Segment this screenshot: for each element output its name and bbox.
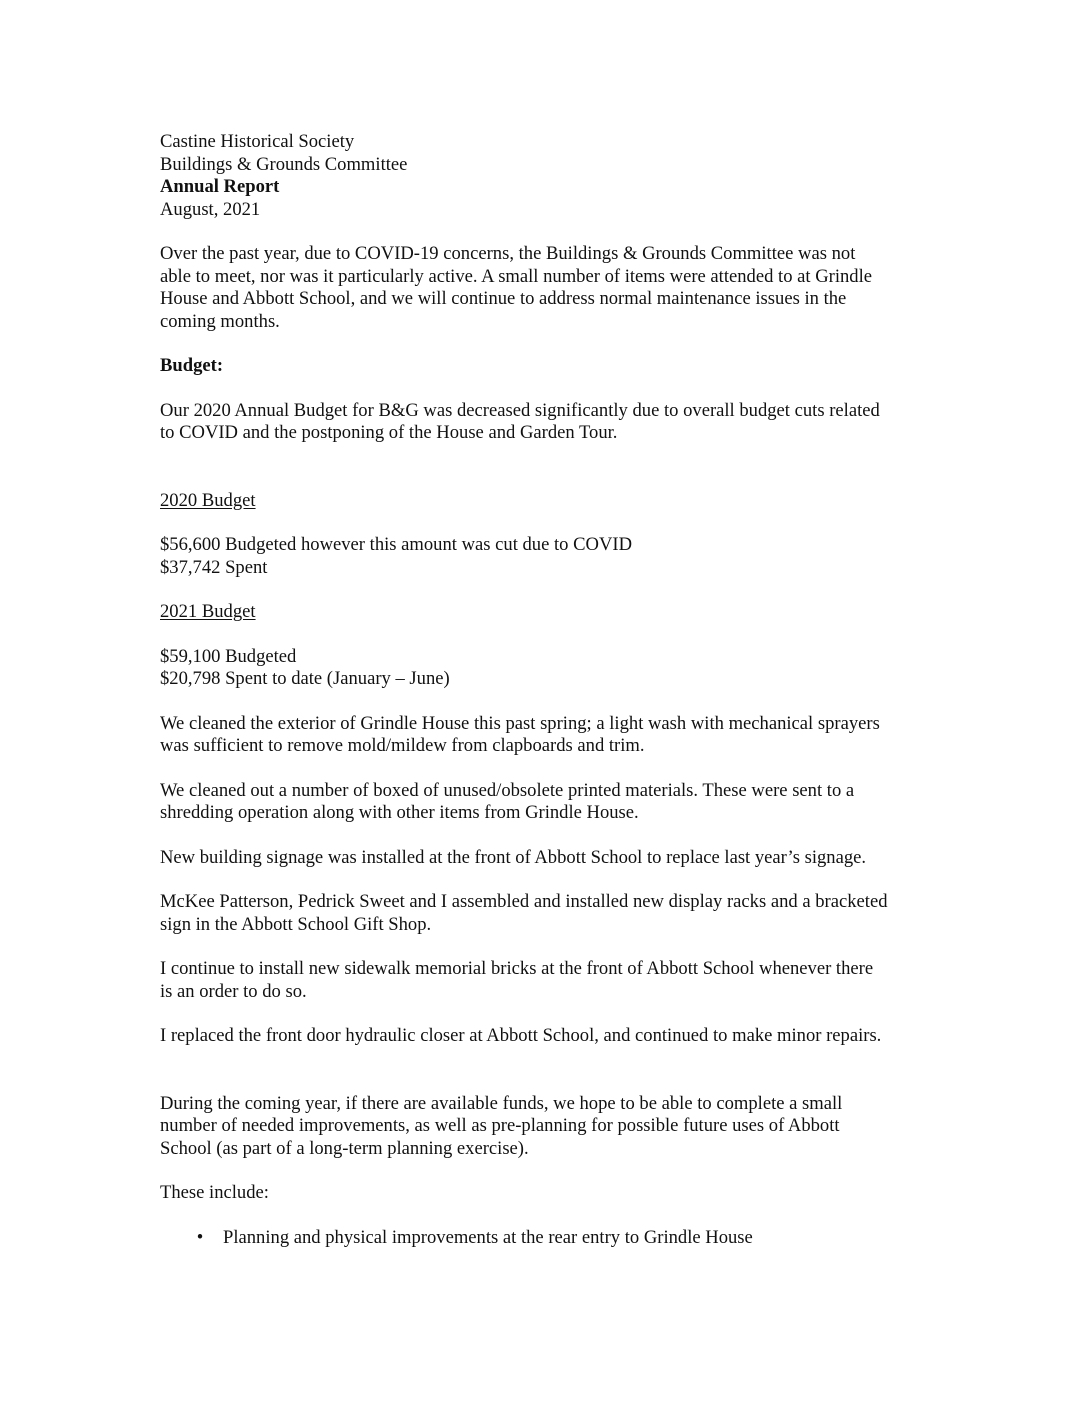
budget-intro-paragraph	[160, 400, 935, 445]
text-line: McKee Patterson, Pedrick Sweet and I assembled and installed new display racks and a bracketed	[160, 891, 888, 912]
text-line: I replaced the front door hydraulic closer at Abbott School, and continued to make minor repairs.	[160, 1025, 882, 1046]
activity-paragraph-display-racks	[160, 891, 935, 936]
budget-2020-title: 2020 Budget	[160, 489, 256, 511]
budget-2020-spent: $37,742 Spent	[160, 556, 268, 578]
includes-label: These include:	[160, 1182, 269, 1203]
budget-2020-budgeted: $56,600 Budgeted however this amount was cut due to COVID	[160, 534, 632, 555]
budget-2020-section	[160, 490, 935, 580]
text-line: sign in the Abbott School Gift Shop.	[160, 913, 432, 935]
activity-paragraph-signage	[160, 847, 935, 870]
budget-heading: Budget:	[160, 355, 224, 376]
text-line: was sufficient to remove mold/mildew from clapboards and trim.	[160, 735, 645, 756]
text-line: I continue to install new sidewalk memorial bricks at the front of Abbott School whenever there	[160, 958, 874, 979]
budget-2021-budgeted: $59,100 Budgeted	[160, 645, 297, 667]
text-line: coming months.	[160, 310, 280, 332]
coming-year-paragraph	[160, 1093, 935, 1161]
budget-2021-title: 2021 Budget	[160, 601, 256, 622]
report-title: Annual Report	[160, 176, 280, 197]
report-date: August, 2021	[160, 198, 261, 220]
text-line: School (as part of a long-term planning exercise).	[160, 1137, 529, 1159]
text-line: During the coming year, if there are available funds, we hope to be able to complete a small	[160, 1092, 843, 1114]
bullet-icon: •	[196, 1226, 204, 1248]
activity-paragraph-exterior	[160, 713, 935, 758]
text-line: able to meet, nor was it particularly active. A small number of items were attended to at Grindle	[160, 265, 873, 287]
text-line: We cleaned the exterior of Grindle House this past spring; a light wash with mechanical sprayers	[160, 712, 880, 734]
text-line: Over the past year, due to COVID-19 concerns, the Buildings & Grounds Committee was not	[160, 243, 856, 264]
budget-2021-spent: $20,798 Spent to date (January – June)	[160, 668, 450, 689]
list-item-text: Planning and physical improvements at the rear entry to Grindle House	[223, 1226, 753, 1248]
text-line: New building signage was installed at the front of Abbott School to replace last year’s signage.	[160, 846, 867, 868]
report-header	[160, 131, 935, 221]
activity-paragraph-shredding	[160, 780, 935, 825]
text-line: We cleaned out a number of boxed of unused/obsolete printed materials. These were sent to a	[160, 779, 855, 801]
intro-paragraph	[160, 243, 935, 333]
text-line: shredding operation along with other items from Grindle House.	[160, 802, 639, 823]
improvements-list	[160, 1227, 935, 1250]
activity-paragraph-bricks	[160, 958, 935, 1003]
activity-paragraph-door-closer	[160, 1025, 935, 1048]
text-line: number of needed improvements, as well as pre-planning for possible future uses of Abbott	[160, 1115, 840, 1136]
budget-2021-section	[160, 601, 935, 691]
committee-name: Buildings & Grounds Committee	[160, 153, 408, 175]
report-body	[160, 131, 935, 1249]
organization-name: Castine Historical Society	[160, 131, 355, 152]
list-item	[160, 1227, 935, 1250]
text-line: House and Abbott School, and we will continue to address normal maintenance issues in the	[160, 288, 847, 309]
text-line: to COVID and the postponing of the House and Garden Tour.	[160, 422, 618, 443]
text-line: is an order to do so.	[160, 980, 307, 1002]
text-line: Our 2020 Annual Budget for B&G was decreased significantly due to overall budget cuts related	[160, 399, 880, 421]
